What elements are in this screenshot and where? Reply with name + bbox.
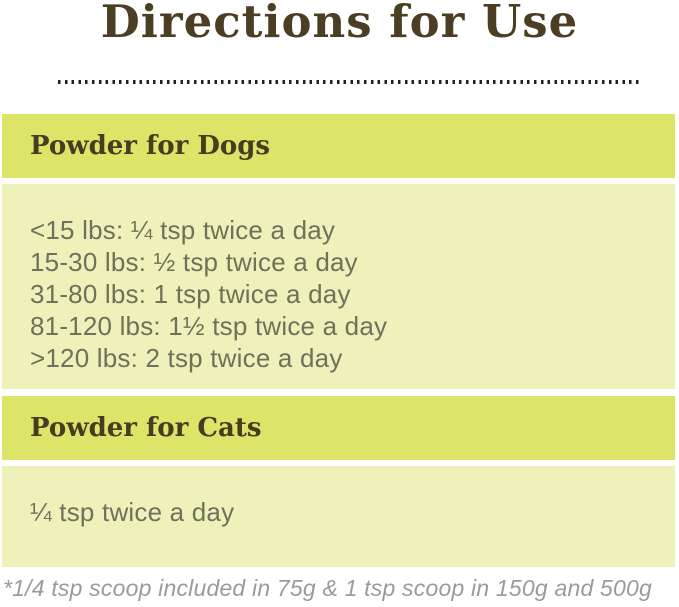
section-header-cats-label: Powder for Cats: [30, 413, 262, 443]
section-header-dogs-label: Powder for Dogs: [30, 131, 271, 161]
footnote: *1/4 tsp scoop included in 75g & 1 tsp scoop in 150g and 500g: [3, 575, 653, 601]
dosage-line: 31-80 lbs: 1 tsp twice a day: [30, 279, 351, 309]
section-dogs: [0, 114, 679, 389]
page-title: Directions for Use: [100, 0, 579, 48]
section-body-dogs: [2, 184, 675, 389]
dosage-line: >120 lbs: 2 tsp twice a day: [30, 343, 343, 373]
dotted-divider: [58, 80, 643, 84]
dosage-line: <15 lbs: ¼ tsp twice a day: [30, 215, 336, 245]
section-header-cats: [2, 396, 675, 460]
dosage-line: 15-30 lbs: ½ tsp twice a day: [30, 247, 358, 277]
section-gap: [0, 389, 679, 396]
section-cats: [0, 396, 679, 567]
dosage-line: ¼ tsp twice a day: [30, 497, 235, 527]
dosage-line: 81-120 lbs: 1½ tsp twice a day: [30, 311, 388, 341]
section-header-dogs: [2, 114, 675, 178]
section-body-cats: [2, 466, 675, 567]
